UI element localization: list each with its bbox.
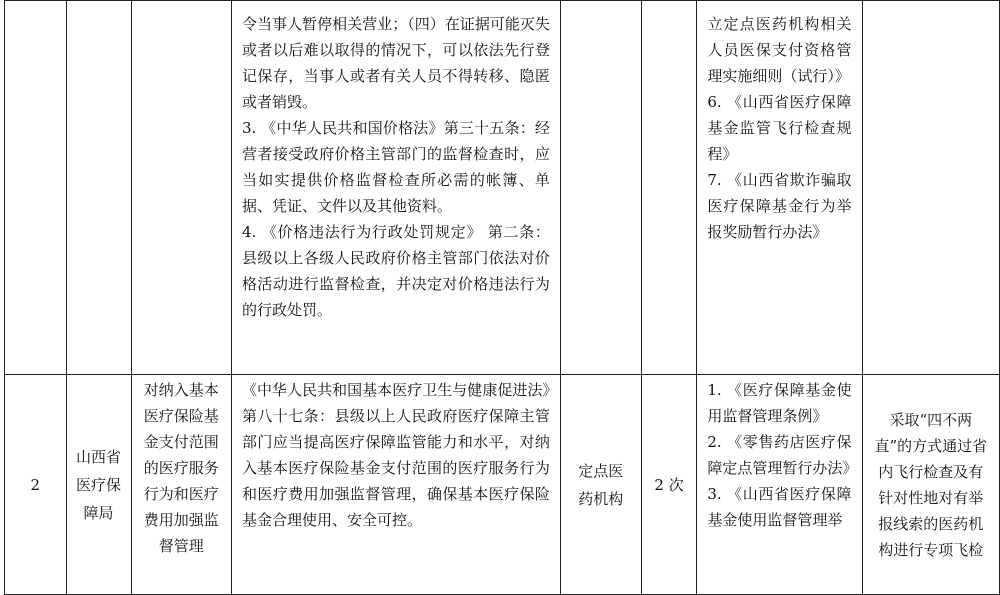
scope-cell: [131, 1, 232, 375]
reference-item: 2. 《零售药店医疗保障定点管理暂行办法》: [707, 433, 858, 477]
legal-basis-paragraph: 《中华人民共和国基本医疗卫生与健康促进法》第八十七条：县级以上人民政府医疗保障主管部门应当提高医疗保障监管能力和水平，对纳入基本医疗保险基金支付范围的医疗服务行为和医疗费用加强监督管理，确保基本医疗保险基金合理使用、安全可控。: [242, 381, 550, 529]
legal-basis-paragraph: 3. 《中华人民共和国价格法》第三十五条：经营者接受政府价格主管部门的监督检查时，应当如实提供价格监督检查所必需的帐簿、单据、凭证、文件以及其他资料。: [242, 119, 550, 215]
row-number: 2: [30, 475, 41, 494]
legal-basis-paragraph: 4. 《价格违法行为行政处罚规定》 第二条：县级以上各级人民政府价格主管部门依法对价格活动进行监督检查，并决定对价格违法行为的行政处罚。: [242, 223, 550, 319]
department-cell: [66, 1, 131, 375]
scope-cell: [131, 375, 232, 595]
reference-cell: [697, 1, 862, 375]
table-row: [5, 1, 1000, 375]
number-cell: [5, 375, 67, 595]
table-row: [5, 375, 1000, 595]
reference-item: 7. 《山西省欺诈骗取医疗保障基金行为举报奖励暂行办法》: [707, 171, 852, 241]
department-cell: [66, 375, 131, 595]
reference-cell: [697, 375, 862, 595]
method-cell: [862, 375, 999, 595]
legal-basis-paragraph: 令当事人暂停相关营业；（四）在证据可能灭失或者以后难以取得的情况下，可以依法先行登记保存，当事人或者有关人员不得转移、隐匿或者销毁。: [242, 15, 550, 111]
target-text: 定点医药机构: [578, 461, 624, 508]
reference-item: 立定点医药机构相关人员医保支付资格管理实施细则（试行）》: [707, 15, 852, 85]
department-name: 山西省医疗保障局: [76, 447, 122, 522]
frequency-cell: [641, 375, 697, 595]
scope-text: 对纳入基本医疗保险基金支付范围的医疗服务行为和医疗费用加强监督管理: [143, 381, 219, 555]
reference-item: 3. 《山西省医疗保障基金使用监督管理举: [707, 485, 852, 529]
reference-item: 6. 《山西省医疗保障基金监管飞行检查规程》: [707, 93, 852, 163]
target-cell: [560, 375, 641, 595]
method-cell: [862, 1, 999, 375]
target-cell: [560, 1, 641, 375]
frequency-cell: [641, 1, 697, 375]
method-text: 采取“四不两直”的方式通过省内飞行检查及有针对性地对有举报线索的医药机构进行专项飞检: [874, 410, 988, 559]
inspection-table: [4, 0, 1000, 595]
legal-basis-cell: [232, 375, 561, 595]
reference-item: 1. 《医疗保障基金使用监督管理条例》: [707, 381, 852, 425]
number-cell: [5, 1, 67, 375]
frequency-text: 2 次: [654, 475, 684, 494]
legal-basis-cell: [232, 1, 561, 375]
